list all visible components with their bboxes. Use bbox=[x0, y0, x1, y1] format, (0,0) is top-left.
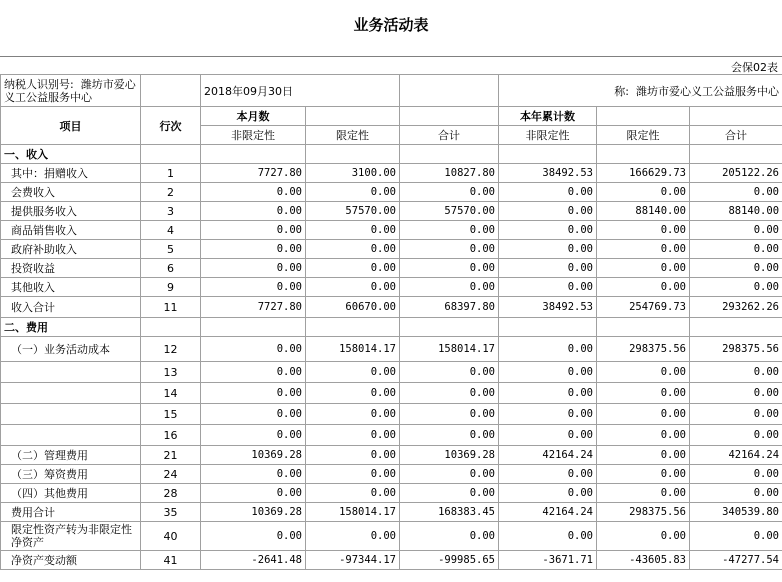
value-cell: 0.00 bbox=[400, 484, 499, 503]
value-cell: 0.00 bbox=[306, 259, 400, 278]
row-item: 政府补助收入 bbox=[1, 240, 141, 259]
blank-cell bbox=[306, 107, 400, 126]
value-cell: 0.00 bbox=[690, 183, 782, 202]
value-cell: 0.00 bbox=[201, 240, 306, 259]
row-number: 12 bbox=[141, 337, 201, 362]
row-item: 净资产变动额 bbox=[1, 551, 141, 570]
value-cell: 158014.17 bbox=[306, 503, 400, 522]
row-number: 40 bbox=[141, 522, 201, 551]
value-cell: 0.00 bbox=[499, 337, 597, 362]
value-cell: 0.00 bbox=[499, 259, 597, 278]
value-cell: 0.00 bbox=[201, 337, 306, 362]
value-cell: 254769.73 bbox=[597, 297, 690, 318]
value-cell bbox=[201, 145, 306, 164]
row-number: 15 bbox=[141, 404, 201, 425]
unit-label: 称: bbox=[614, 84, 630, 98]
value-cell: -3671.71 bbox=[499, 551, 597, 570]
value-cell: 10369.28 bbox=[400, 446, 499, 465]
value-cell: 0.00 bbox=[400, 183, 499, 202]
header-restricted: 限定性 bbox=[306, 126, 400, 145]
unit-cell bbox=[499, 75, 782, 107]
header-row-no: 行次 bbox=[141, 107, 201, 145]
value-cell: 158014.17 bbox=[400, 337, 499, 362]
value-cell bbox=[597, 318, 690, 337]
value-cell: 0.00 bbox=[201, 259, 306, 278]
row-item: 其他收入 bbox=[1, 278, 141, 297]
row-item bbox=[1, 362, 141, 383]
report-title: 业务活动表 bbox=[353, 16, 429, 34]
value-cell: 0.00 bbox=[690, 465, 782, 484]
table-row bbox=[1, 337, 782, 362]
value-cell: 42164.24 bbox=[690, 446, 782, 465]
value-cell: 0.00 bbox=[306, 240, 400, 259]
value-cell bbox=[690, 145, 782, 164]
row-number: 1 bbox=[141, 164, 201, 183]
row-item: （四）其他费用 bbox=[1, 484, 141, 503]
table-row bbox=[1, 503, 782, 522]
header-total: 合计 bbox=[400, 126, 499, 145]
row-number bbox=[141, 145, 201, 164]
value-cell bbox=[499, 145, 597, 164]
table-row bbox=[1, 362, 782, 383]
value-cell: 0.00 bbox=[499, 425, 597, 446]
value-cell: 0.00 bbox=[597, 240, 690, 259]
value-cell: 0.00 bbox=[306, 404, 400, 425]
value-cell: 0.00 bbox=[306, 383, 400, 404]
value-cell: 0.00 bbox=[400, 404, 499, 425]
value-cell bbox=[400, 145, 499, 164]
value-cell: 0.00 bbox=[499, 362, 597, 383]
value-cell: 0.00 bbox=[306, 183, 400, 202]
row-item bbox=[1, 383, 141, 404]
top-divider bbox=[0, 56, 782, 57]
value-cell: 0.00 bbox=[306, 425, 400, 446]
value-cell: 0.00 bbox=[201, 522, 306, 551]
value-cell: 0.00 bbox=[690, 425, 782, 446]
table-row bbox=[1, 240, 782, 259]
value-cell: 298375.56 bbox=[690, 337, 782, 362]
table-row bbox=[1, 318, 782, 337]
value-cell bbox=[690, 318, 782, 337]
value-cell: 0.00 bbox=[201, 425, 306, 446]
table-row bbox=[1, 551, 782, 570]
value-cell: 0.00 bbox=[400, 278, 499, 297]
value-cell: 88140.00 bbox=[597, 202, 690, 221]
value-cell: 0.00 bbox=[597, 465, 690, 484]
value-cell: 0.00 bbox=[690, 362, 782, 383]
row-number: 4 bbox=[141, 221, 201, 240]
value-cell: 0.00 bbox=[201, 484, 306, 503]
value-cell: 0.00 bbox=[306, 362, 400, 383]
value-cell: 0.00 bbox=[201, 465, 306, 484]
row-item: 收入合计 bbox=[1, 297, 141, 318]
row-number: 21 bbox=[141, 446, 201, 465]
row-number: 9 bbox=[141, 278, 201, 297]
row-item bbox=[1, 404, 141, 425]
value-cell: 0.00 bbox=[690, 522, 782, 551]
value-cell: 88140.00 bbox=[690, 202, 782, 221]
value-cell: 0.00 bbox=[499, 278, 597, 297]
value-cell: 0.00 bbox=[201, 183, 306, 202]
value-cell: 42164.24 bbox=[499, 503, 597, 522]
value-cell: 0.00 bbox=[690, 484, 782, 503]
value-cell: 0.00 bbox=[690, 259, 782, 278]
table-row bbox=[1, 297, 782, 318]
value-cell: 0.00 bbox=[597, 484, 690, 503]
value-cell: 0.00 bbox=[597, 522, 690, 551]
value-cell: 0.00 bbox=[201, 221, 306, 240]
row-item: 会费收入 bbox=[1, 183, 141, 202]
row-item: 商品销售收入 bbox=[1, 221, 141, 240]
value-cell: 205122.26 bbox=[690, 164, 782, 183]
value-cell: 0.00 bbox=[201, 383, 306, 404]
row-number: 28 bbox=[141, 484, 201, 503]
value-cell bbox=[597, 145, 690, 164]
row-item: （一）业务活动成本 bbox=[1, 337, 141, 362]
row-number: 6 bbox=[141, 259, 201, 278]
blank-cell bbox=[690, 107, 782, 126]
value-cell: 0.00 bbox=[201, 362, 306, 383]
row-item: 二、费用 bbox=[1, 318, 141, 337]
row-item: 投资收益 bbox=[1, 259, 141, 278]
value-cell: 38492.53 bbox=[499, 297, 597, 318]
value-cell: 0.00 bbox=[499, 404, 597, 425]
value-cell: 0.00 bbox=[201, 278, 306, 297]
value-cell: 340539.80 bbox=[690, 503, 782, 522]
table-row bbox=[1, 221, 782, 240]
value-cell: 0.00 bbox=[690, 278, 782, 297]
table-row bbox=[1, 278, 782, 297]
table-row bbox=[1, 522, 782, 551]
value-cell: 0.00 bbox=[499, 202, 597, 221]
value-cell bbox=[306, 145, 400, 164]
value-cell: 0.00 bbox=[690, 404, 782, 425]
value-cell: 0.00 bbox=[597, 278, 690, 297]
unit-name: 潍坊市爱心义工公益服务中心 bbox=[636, 84, 780, 98]
value-cell: 57570.00 bbox=[400, 202, 499, 221]
taxpayer-cell bbox=[1, 75, 141, 107]
value-cell: 0.00 bbox=[690, 383, 782, 404]
value-cell: 166629.73 bbox=[597, 164, 690, 183]
row-number: 3 bbox=[141, 202, 201, 221]
row-number bbox=[141, 318, 201, 337]
value-cell: 0.00 bbox=[400, 362, 499, 383]
value-cell: -99985.65 bbox=[400, 551, 499, 570]
value-cell: 158014.17 bbox=[306, 337, 400, 362]
row-number: 14 bbox=[141, 383, 201, 404]
table-row bbox=[1, 404, 782, 425]
value-cell: 0.00 bbox=[400, 465, 499, 484]
value-cell: 0.00 bbox=[499, 484, 597, 503]
value-cell: 38492.53 bbox=[499, 164, 597, 183]
taxpayer-label: 纳税人识别号: bbox=[4, 77, 74, 91]
table-row bbox=[1, 425, 782, 446]
row-number: 13 bbox=[141, 362, 201, 383]
value-cell: 10827.80 bbox=[400, 164, 499, 183]
value-cell: 0.00 bbox=[597, 362, 690, 383]
value-cell: -2641.48 bbox=[201, 551, 306, 570]
row-item: 提供服务收入 bbox=[1, 202, 141, 221]
value-cell: 60670.00 bbox=[306, 297, 400, 318]
value-cell: 298375.56 bbox=[597, 337, 690, 362]
taxpayer-name: 潍坊市爱心义工公益服务中心 bbox=[4, 77, 136, 104]
value-cell: 10369.28 bbox=[201, 503, 306, 522]
value-cell: 0.00 bbox=[400, 259, 499, 278]
value-cell: 0.00 bbox=[597, 259, 690, 278]
blank-cell bbox=[597, 107, 690, 126]
row-item: （二）管理费用 bbox=[1, 446, 141, 465]
value-cell: 10369.28 bbox=[201, 446, 306, 465]
row-item: （三）筹资费用 bbox=[1, 465, 141, 484]
value-cell: 0.00 bbox=[597, 183, 690, 202]
value-cell: 0.00 bbox=[499, 221, 597, 240]
value-cell: 0.00 bbox=[499, 240, 597, 259]
value-cell: 0.00 bbox=[597, 383, 690, 404]
value-cell: 298375.56 bbox=[597, 503, 690, 522]
row-number: 24 bbox=[141, 465, 201, 484]
value-cell: 0.00 bbox=[499, 183, 597, 202]
value-cell: 0.00 bbox=[306, 465, 400, 484]
value-cell: 0.00 bbox=[597, 425, 690, 446]
value-cell: 42164.24 bbox=[499, 446, 597, 465]
row-number: 41 bbox=[141, 551, 201, 570]
header-this-month: 本月数 bbox=[201, 107, 306, 126]
table-row bbox=[1, 164, 782, 183]
value-cell: 0.00 bbox=[499, 383, 597, 404]
blank-cell bbox=[400, 107, 499, 126]
value-cell: 0.00 bbox=[499, 465, 597, 484]
value-cell: 0.00 bbox=[597, 446, 690, 465]
row-item bbox=[1, 425, 141, 446]
header-ytd: 本年累计数 bbox=[499, 107, 597, 126]
table-row bbox=[1, 484, 782, 503]
value-cell: -97344.17 bbox=[306, 551, 400, 570]
value-cell: 0.00 bbox=[306, 221, 400, 240]
table-row bbox=[1, 446, 782, 465]
value-cell bbox=[499, 318, 597, 337]
table-row bbox=[1, 383, 782, 404]
blank-cell bbox=[141, 75, 201, 107]
row-number: 11 bbox=[141, 297, 201, 318]
form-code: 会保02表 bbox=[731, 61, 778, 74]
row-number: 16 bbox=[141, 425, 201, 446]
header-unrestricted: 非限定性 bbox=[201, 126, 306, 145]
value-cell: 0.00 bbox=[400, 221, 499, 240]
activity-table bbox=[0, 74, 782, 570]
value-cell: 0.00 bbox=[400, 240, 499, 259]
table-row bbox=[1, 259, 782, 278]
value-cell: 0.00 bbox=[306, 484, 400, 503]
value-cell: 0.00 bbox=[499, 522, 597, 551]
report-date: 2018年09月30日 bbox=[204, 84, 293, 98]
table-row bbox=[1, 202, 782, 221]
value-cell: 0.00 bbox=[400, 383, 499, 404]
table-row bbox=[1, 145, 782, 164]
row-item: 其中：捐赠收入 bbox=[1, 164, 141, 183]
value-cell: 0.00 bbox=[400, 425, 499, 446]
value-cell: 0.00 bbox=[306, 522, 400, 551]
value-cell: -43605.83 bbox=[597, 551, 690, 570]
table-row bbox=[1, 465, 782, 484]
value-cell: 7727.80 bbox=[201, 297, 306, 318]
value-cell bbox=[201, 318, 306, 337]
value-cell: 293262.26 bbox=[690, 297, 782, 318]
value-cell: 168383.45 bbox=[400, 503, 499, 522]
value-cell: -47277.54 bbox=[690, 551, 782, 570]
header-restricted: 限定性 bbox=[597, 126, 690, 145]
value-cell: 0.00 bbox=[400, 522, 499, 551]
value-cell: 0.00 bbox=[597, 221, 690, 240]
value-cell: 0.00 bbox=[201, 202, 306, 221]
header-unrestricted: 非限定性 bbox=[499, 126, 597, 145]
blank-cell bbox=[400, 75, 499, 107]
row-number: 35 bbox=[141, 503, 201, 522]
table-row bbox=[1, 183, 782, 202]
row-item: 费用合计 bbox=[1, 503, 141, 522]
header-item: 项目 bbox=[1, 107, 141, 145]
value-cell: 68397.80 bbox=[400, 297, 499, 318]
header-total: 合计 bbox=[690, 126, 782, 145]
value-cell: 57570.00 bbox=[306, 202, 400, 221]
value-cell: 0.00 bbox=[306, 446, 400, 465]
value-cell bbox=[306, 318, 400, 337]
value-cell: 0.00 bbox=[690, 240, 782, 259]
row-item: 一、收入 bbox=[1, 145, 141, 164]
row-item: 限定性资产转为非限定性净资产 bbox=[1, 522, 141, 551]
value-cell: 0.00 bbox=[201, 404, 306, 425]
value-cell: 0.00 bbox=[306, 278, 400, 297]
value-cell bbox=[400, 318, 499, 337]
value-cell: 7727.80 bbox=[201, 164, 306, 183]
value-cell: 0.00 bbox=[597, 404, 690, 425]
value-cell: 0.00 bbox=[690, 221, 782, 240]
date-cell bbox=[201, 75, 400, 107]
value-cell: 3100.00 bbox=[306, 164, 400, 183]
row-number: 5 bbox=[141, 240, 201, 259]
row-number: 2 bbox=[141, 183, 201, 202]
